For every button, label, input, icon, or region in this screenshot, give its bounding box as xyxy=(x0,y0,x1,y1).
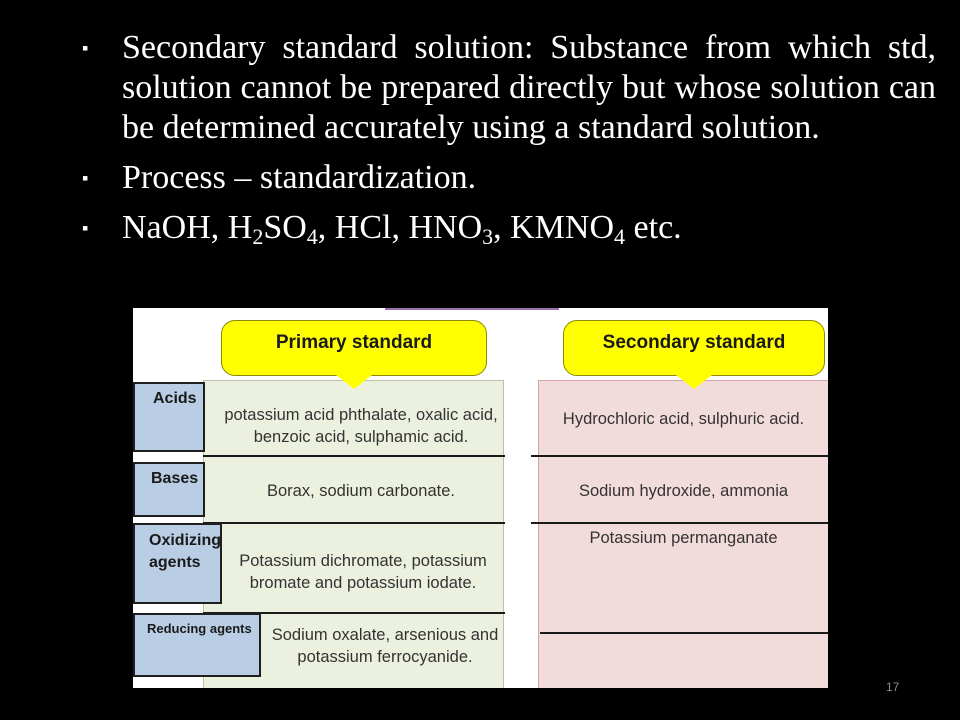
secondary-oxidizing-cell: Potassium permanganate xyxy=(589,529,778,547)
bullet-text: Process – standardization. xyxy=(122,159,477,196)
bullet-text: Secondary standard solution: Substance from which std, solution cannot be prepared directly but whose solution can be determined accurately using a standard solution. xyxy=(122,29,936,146)
category-bases: Bases xyxy=(133,462,205,517)
category-oxidizing-agents: Oxidizing agents xyxy=(133,523,222,604)
page-number: 17 xyxy=(886,680,900,694)
row-divider-primary xyxy=(203,455,505,457)
secondary-standard-header: Secondary standard xyxy=(563,320,825,376)
primary-bases-cell: Borax, sodium carbonate. xyxy=(266,482,456,500)
bullet-examples xyxy=(70,208,936,248)
row-divider-secondary xyxy=(531,455,828,457)
square-bullet-icon: ▪ xyxy=(82,218,89,238)
primary-acids-cell: potassium acid phthalate, oxalic acid, benzoic acid, sulphamic acid. xyxy=(224,406,498,446)
category-acids: Acids xyxy=(133,382,205,452)
square-bullet-icon: ▪ xyxy=(82,168,89,188)
bullet-process xyxy=(70,158,936,198)
category-reducing-agents: Reducing agents xyxy=(133,613,261,677)
callout-pointer xyxy=(336,375,372,389)
square-bullet-icon: ▪ xyxy=(82,38,89,58)
bullet-text: NaOH, $H_2SO_4$, HCl, $HNO_3$, $KMNO_4$ etc. xyxy=(122,209,682,249)
standards-comparison-figure xyxy=(133,308,828,688)
decorative-strip xyxy=(385,308,559,310)
row-divider-secondary xyxy=(531,522,828,524)
bullet-secondary-standard xyxy=(70,28,936,148)
primary-oxidizing-cell: Potassium dichromate, potassium bromate and potassium iodate. xyxy=(239,552,487,592)
secondary-bases-cell: Sodium hydroxide, ammonia xyxy=(578,482,789,500)
callout-pointer xyxy=(676,375,712,389)
primary-standard-header: Primary standard xyxy=(221,320,487,376)
row-divider-secondary xyxy=(540,632,828,634)
secondary-acids-cell: Hydrochloric acid, sulphuric acid. xyxy=(562,410,805,428)
primary-reducing-cell: Sodium oxalate, arsenious and potassium ferrocyanide. xyxy=(271,626,499,666)
row-divider-primary xyxy=(203,522,505,524)
bullet-list xyxy=(70,28,936,258)
